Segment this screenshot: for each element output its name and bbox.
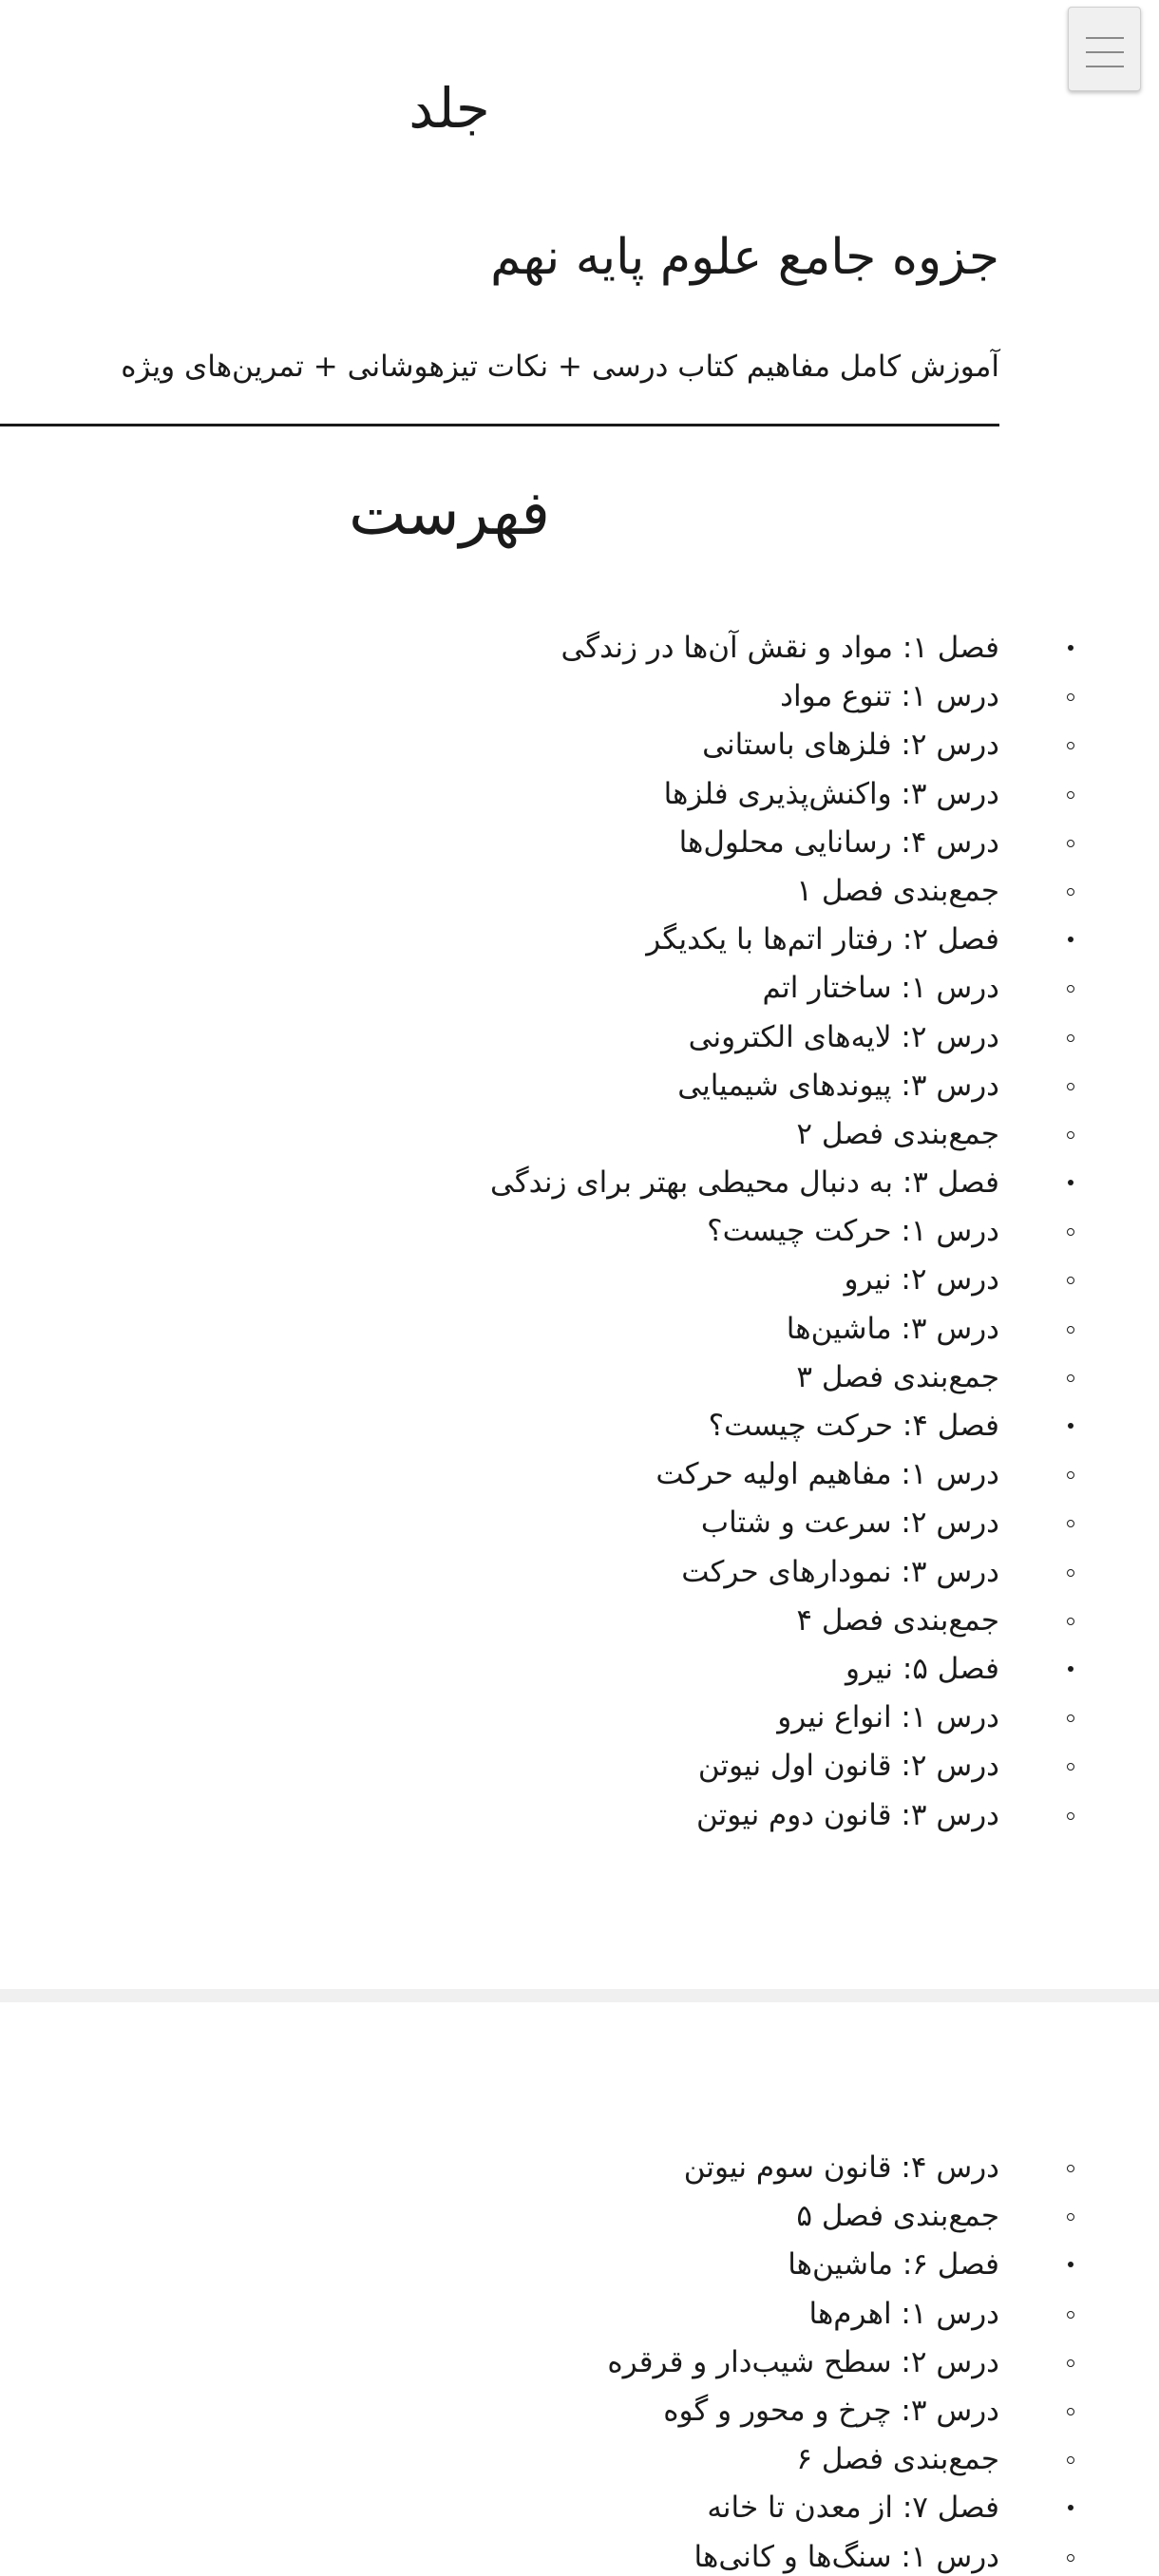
bullet-disc-icon	[1058, 2241, 1077, 2289]
bullet-circle-icon	[1058, 2339, 1077, 2387]
toc-item-label: درس ۲: سطح شیب‌دار و قرقره	[607, 2344, 999, 2379]
toc-item-label: درس ۱: مفاهیم اولیه حرکت	[656, 1457, 999, 1492]
bullet-disc-icon	[1058, 1402, 1077, 1450]
toc-item-label: درس ۲: لایه‌های الکترونی	[688, 1019, 999, 1054]
toc-item-label: درس ۲: نیرو	[844, 1262, 999, 1297]
bullet-circle-icon	[1058, 2435, 1077, 2484]
bullet-circle-icon	[1058, 1742, 1077, 1790]
toc-item-label: فصل ۴: حرکت چیست؟	[708, 1409, 999, 1443]
bullet-circle-icon	[1058, 1207, 1077, 1256]
bullet-circle-icon	[1058, 1110, 1077, 1159]
toc-list	[0, 624, 1159, 1840]
toc-lesson-item[interactable]	[0, 1499, 1159, 1547]
toc-lesson-item[interactable]	[0, 1791, 1159, 1840]
bullet-circle-icon	[1058, 1354, 1077, 1402]
bullet-circle-icon	[1058, 1597, 1077, 1645]
bullet-circle-icon	[1058, 2533, 1077, 2576]
toc-lesson-item[interactable]	[0, 721, 1159, 769]
toc-lesson-item[interactable]	[0, 1450, 1159, 1499]
bullet-circle-icon	[1058, 2192, 1077, 2241]
bullet-circle-icon	[1058, 1062, 1077, 1110]
toc-chapter-item[interactable]	[0, 1159, 1159, 1207]
toc-item-label: فصل ۵: نیرو	[845, 1651, 999, 1686]
bullet-circle-icon	[1058, 1013, 1077, 1062]
menu-bar-top	[1086, 37, 1124, 39]
bullet-disc-icon	[1058, 1645, 1077, 1694]
toc-chapter-item[interactable]	[0, 2484, 1159, 2532]
toc-list-continued	[0, 2144, 1159, 2576]
bullet-circle-icon	[1058, 1548, 1077, 1597]
bullet-circle-icon	[1058, 2144, 1077, 2192]
bullet-circle-icon	[1058, 1499, 1077, 1547]
toc-chapter-item[interactable]	[0, 1645, 1159, 1694]
bullet-circle-icon	[1058, 770, 1077, 819]
toc-item-label: جمع‌بندی فصل ۶	[796, 2442, 999, 2477]
toc-item-label: درس ۱: انواع نیرو	[777, 1700, 999, 1735]
toc-lesson-item[interactable]	[0, 867, 1159, 916]
menu-button[interactable]	[1068, 7, 1141, 91]
toc-title: فهرست	[349, 479, 550, 549]
toc-chapter-item[interactable]	[0, 624, 1159, 672]
toc-item-label: درس ۳: واکنش‌پذیری فلزها	[663, 776, 999, 811]
toc-item-label: درس ۱: ساختار اتم	[762, 971, 999, 1006]
toc-lesson-item[interactable]	[0, 1548, 1159, 1597]
toc-chapter-item[interactable]	[0, 916, 1159, 964]
page-break	[0, 1989, 1159, 2002]
menu-bar-middle	[1086, 51, 1124, 53]
toc-lesson-item[interactable]	[0, 1354, 1159, 1402]
toc-lesson-item[interactable]	[0, 819, 1159, 867]
bullet-circle-icon	[1058, 2387, 1077, 2435]
toc-item-label: درس ۳: قانون دوم نیوتن	[695, 1797, 999, 1832]
bullet-disc-icon	[1058, 2484, 1077, 2532]
bullet-circle-icon	[1058, 1450, 1077, 1499]
toc-item-label: فصل ۷: از معدن تا خانه	[707, 2491, 999, 2526]
toc-item-label: درس ۱: حرکت چیست؟	[707, 1214, 999, 1249]
toc-item-label: جمع‌بندی فصل ۲	[796, 1116, 999, 1151]
bullet-circle-icon	[1058, 964, 1077, 1013]
toc-item-label: جمع‌بندی فصل ۱	[796, 873, 999, 908]
toc-item-label: درس ۲: سرعت و شتاب	[700, 1506, 999, 1541]
bullet-circle-icon	[1058, 1305, 1077, 1354]
toc-lesson-item[interactable]	[0, 672, 1159, 721]
toc-lesson-item[interactable]	[0, 1013, 1159, 1062]
toc-lesson-item[interactable]	[0, 1256, 1159, 1304]
toc-lesson-item[interactable]	[0, 2533, 1159, 2576]
bullet-disc-icon	[1058, 1159, 1077, 1207]
bullet-circle-icon	[1058, 672, 1077, 721]
toc-item-label: جمع‌بندی فصل ۵	[796, 2199, 999, 2234]
toc-item-label: فصل ۲: رفتار اتم‌ها با یکدیگر	[646, 922, 999, 957]
toc-item-label: درس ۳: چرخ و محور و گوه	[663, 2393, 999, 2428]
bullet-circle-icon	[1058, 1791, 1077, 1840]
toc-lesson-item[interactable]	[0, 1694, 1159, 1742]
bullet-circle-icon	[1058, 721, 1077, 769]
book-title: جزوه جامع علوم پایه نهم	[490, 229, 999, 286]
toc-item-label: درس ۳: ماشین‌ها	[786, 1311, 999, 1346]
toc-lesson-item[interactable]	[0, 964, 1159, 1013]
toc-item-label: درس ۲: فلزهای باستانی	[702, 728, 999, 763]
toc-lesson-item[interactable]	[0, 2339, 1159, 2387]
bullet-circle-icon	[1058, 2290, 1077, 2339]
toc-item-label: فصل ۱: مواد و نقش آن‌ها در زندگی	[560, 631, 999, 665]
toc-item-label: درس ۱: اهرم‌ها	[808, 2296, 999, 2331]
bullet-disc-icon	[1058, 624, 1077, 672]
cover-title: جلد	[408, 76, 490, 141]
toc-lesson-item[interactable]	[0, 2387, 1159, 2435]
toc-lesson-item[interactable]	[0, 1597, 1159, 1645]
toc-item-label: درس ۱: تنوع مواد	[780, 679, 999, 714]
toc-item-label: فصل ۳: به دنبال محیطی بهتر برای زندگی	[490, 1165, 999, 1201]
toc-lesson-item[interactable]	[0, 2192, 1159, 2241]
toc-item-label: درس ۳: نمودارهای حرکت	[681, 1554, 999, 1589]
toc-item-label: جمع‌بندی فصل ۳	[796, 1359, 999, 1394]
toc-lesson-item[interactable]	[0, 1305, 1159, 1354]
divider	[0, 424, 999, 426]
toc-lesson-item[interactable]	[0, 2290, 1159, 2339]
toc-item-label: درس ۱: سنگ‌ها و کانی‌ها	[694, 2539, 999, 2574]
toc-lesson-item[interactable]	[0, 770, 1159, 819]
toc-chapter-item[interactable]	[0, 2241, 1159, 2289]
toc-item-label: جمع‌بندی فصل ۴	[796, 1602, 999, 1638]
toc-lesson-item[interactable]	[0, 2144, 1159, 2192]
toc-item-label: درس ۴: رسانایی محلول‌ها	[678, 824, 999, 860]
bullet-circle-icon	[1058, 1694, 1077, 1742]
toc-item-label: فصل ۶: ماشین‌ها	[788, 2247, 999, 2282]
toc-lesson-item[interactable]	[0, 1207, 1159, 1256]
toc-item-label: درس ۴: قانون سوم نیوتن	[683, 2150, 999, 2185]
book-subtitle: آموزش کامل مفاهیم کتاب درسی + نکات تیزهوشانی + تمرین‌های ویژه	[121, 350, 999, 384]
bullet-circle-icon	[1058, 1256, 1077, 1304]
bullet-circle-icon	[1058, 867, 1077, 916]
menu-bar-bottom	[1086, 66, 1124, 67]
toc-lesson-item[interactable]	[0, 1742, 1159, 1790]
toc-item-label: درس ۲: قانون اول نیوتن	[697, 1749, 999, 1784]
bullet-circle-icon	[1058, 819, 1077, 867]
toc-lesson-item[interactable]	[0, 1062, 1159, 1110]
toc-item-label: درس ۳: پیوندهای شیمیایی	[677, 1068, 999, 1103]
toc-chapter-item[interactable]	[0, 1402, 1159, 1450]
toc-lesson-item[interactable]	[0, 1110, 1159, 1159]
bullet-disc-icon	[1058, 916, 1077, 964]
toc-lesson-item[interactable]	[0, 2435, 1159, 2484]
